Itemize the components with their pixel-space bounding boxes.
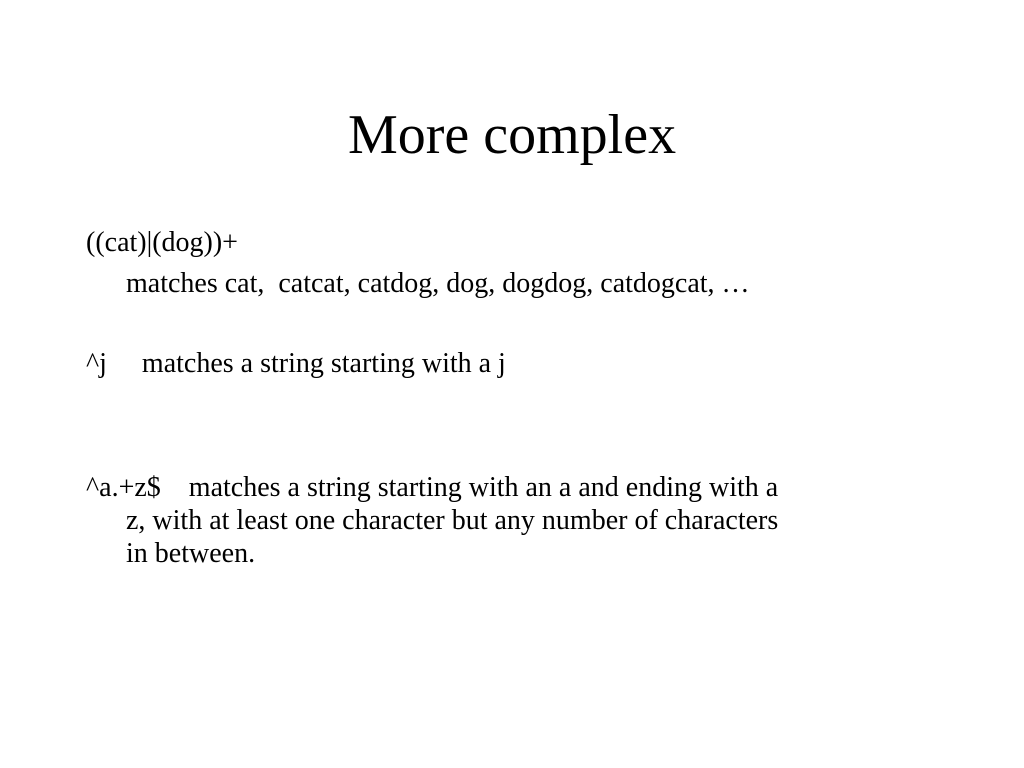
- regex-example-a-to-z-ending: in between.: [126, 538, 256, 569]
- regex-example-cat-dog-description: matches cat, catcat, catdog, dog, dogdog, catdogcat, …: [126, 268, 750, 299]
- regex-example-a-to-z-continuation: z, with at least one character but any number of characters: [126, 505, 779, 536]
- regex-example-a-to-z: ^a.+z$ matches a string starting with an a and ending with a: [86, 472, 779, 503]
- regex-example-caret-j: ^j matches a string starting with a j: [86, 348, 506, 379]
- regex-example-cat-dog: ((cat)|(dog))+: [86, 227, 238, 258]
- slide-title: More complex: [347, 104, 677, 166]
